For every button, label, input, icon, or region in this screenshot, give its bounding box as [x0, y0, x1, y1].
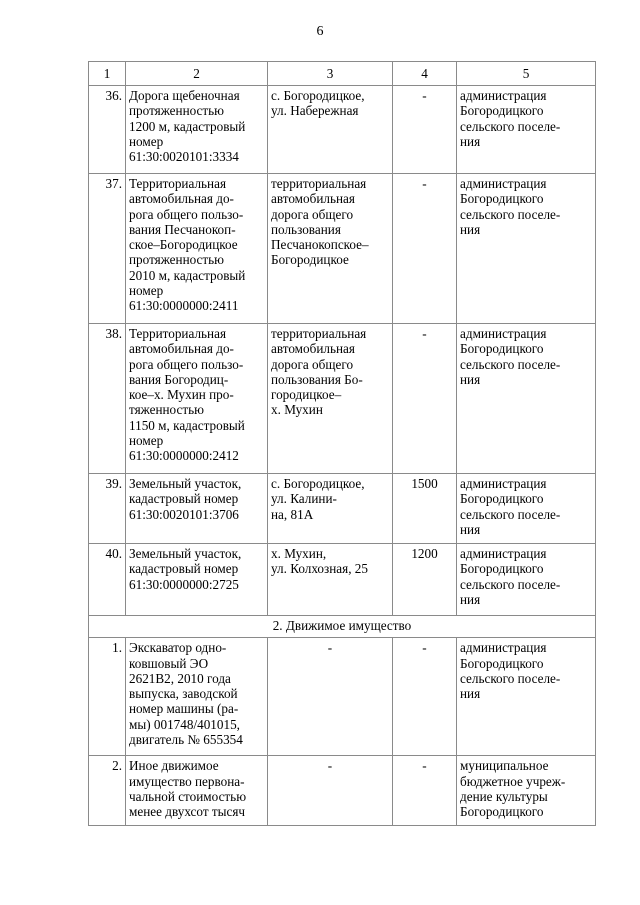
object-area: 1500	[393, 474, 457, 544]
table-row	[89, 86, 596, 174]
page-number: 6	[316, 24, 324, 39]
right-holder: администрация Богородицкого сельского поселе- ния	[457, 86, 596, 174]
column-header-2: 2	[126, 62, 268, 86]
object-address: -	[268, 756, 393, 826]
object-area: -	[393, 86, 457, 174]
column-header-5: 5	[457, 62, 596, 86]
object-name: Территориальная автомобильная до- рога общего пользо- вания Богородиц- кое–х. Мухин про- тяженностью 1150 м, кадастровый номер 61:30:0000000:2412	[126, 324, 268, 474]
table-row	[89, 756, 596, 826]
column-header-1: 1	[89, 62, 126, 86]
property-registry-table	[88, 61, 596, 826]
row-number: 40.	[89, 544, 126, 616]
row-number: 38.	[89, 324, 126, 474]
object-address: х. Мухин, ул. Колхозная, 25	[268, 544, 393, 616]
row-number: 1.	[89, 638, 126, 756]
object-area: -	[393, 174, 457, 324]
table-row	[89, 324, 596, 474]
row-number: 39.	[89, 474, 126, 544]
right-holder: администрация Богородицкого сельского поселе- ния	[457, 174, 596, 324]
object-name: Земельный участок, кадастровый номер 61:30:0020101:3706	[126, 474, 268, 544]
object-area: -	[393, 756, 457, 826]
column-header-3: 3	[268, 62, 393, 86]
right-holder: администрация Богородицкого сельского поселе- ния	[457, 544, 596, 616]
table-row	[89, 544, 596, 616]
section-heading-movable-property: 2. Движимое имущество	[89, 616, 596, 638]
object-address: с. Богородицкое, ул. Калини- на, 81А	[268, 474, 393, 544]
right-holder: муниципальное бюджетное учреж- дение культуры Богородицкого	[457, 756, 596, 826]
object-address: территориальная автомобильная дорога общего пользования Песчанокопское– Богородицкое	[268, 174, 393, 324]
section-row	[89, 616, 596, 638]
table-row	[89, 638, 596, 756]
object-area: 1200	[393, 544, 457, 616]
object-name: Экскаватор одно- ковшовый ЭО 2621В2, 2010 года выпуска, заводской номер машины (ра- мы) 001748/401015, двигатель № 655354	[126, 638, 268, 756]
object-name: Иное движимое имущество первона- чальной стоимостью менее двухсот тысяч	[126, 756, 268, 826]
column-header-4: 4	[393, 62, 457, 86]
object-name: Территориальная автомобильная до- рога общего пользо- вания Песчанокоп- ское–Богородицкое протяженностью 2010 м, кадастровый номер 61:30:0000000:2411	[126, 174, 268, 324]
row-number: 37.	[89, 174, 126, 324]
object-area: -	[393, 638, 457, 756]
object-address: -	[268, 638, 393, 756]
object-address: с. Богородицкое, ул. Набережная	[268, 86, 393, 174]
table-row	[89, 474, 596, 544]
row-number: 2.	[89, 756, 126, 826]
object-area: -	[393, 324, 457, 474]
right-holder: администрация Богородицкого сельского поселе- ния	[457, 324, 596, 474]
object-address: территориальная автомобильная дорога общего пользования Бо- городицкое– х. Мухин	[268, 324, 393, 474]
object-name: Дорога щебеночная протяженностью 1200 м, кадастровый номер 61:30:0020101:3334	[126, 86, 268, 174]
right-holder: администрация Богородицкого сельского поселе- ния	[457, 474, 596, 544]
object-name: Земельный участок, кадастровый номер 61:30:0000000:2725	[126, 544, 268, 616]
right-holder: администрация Богородицкого сельского поселе- ния	[457, 638, 596, 756]
table-row	[89, 174, 596, 324]
row-number: 36.	[89, 86, 126, 174]
header-row	[89, 62, 596, 86]
